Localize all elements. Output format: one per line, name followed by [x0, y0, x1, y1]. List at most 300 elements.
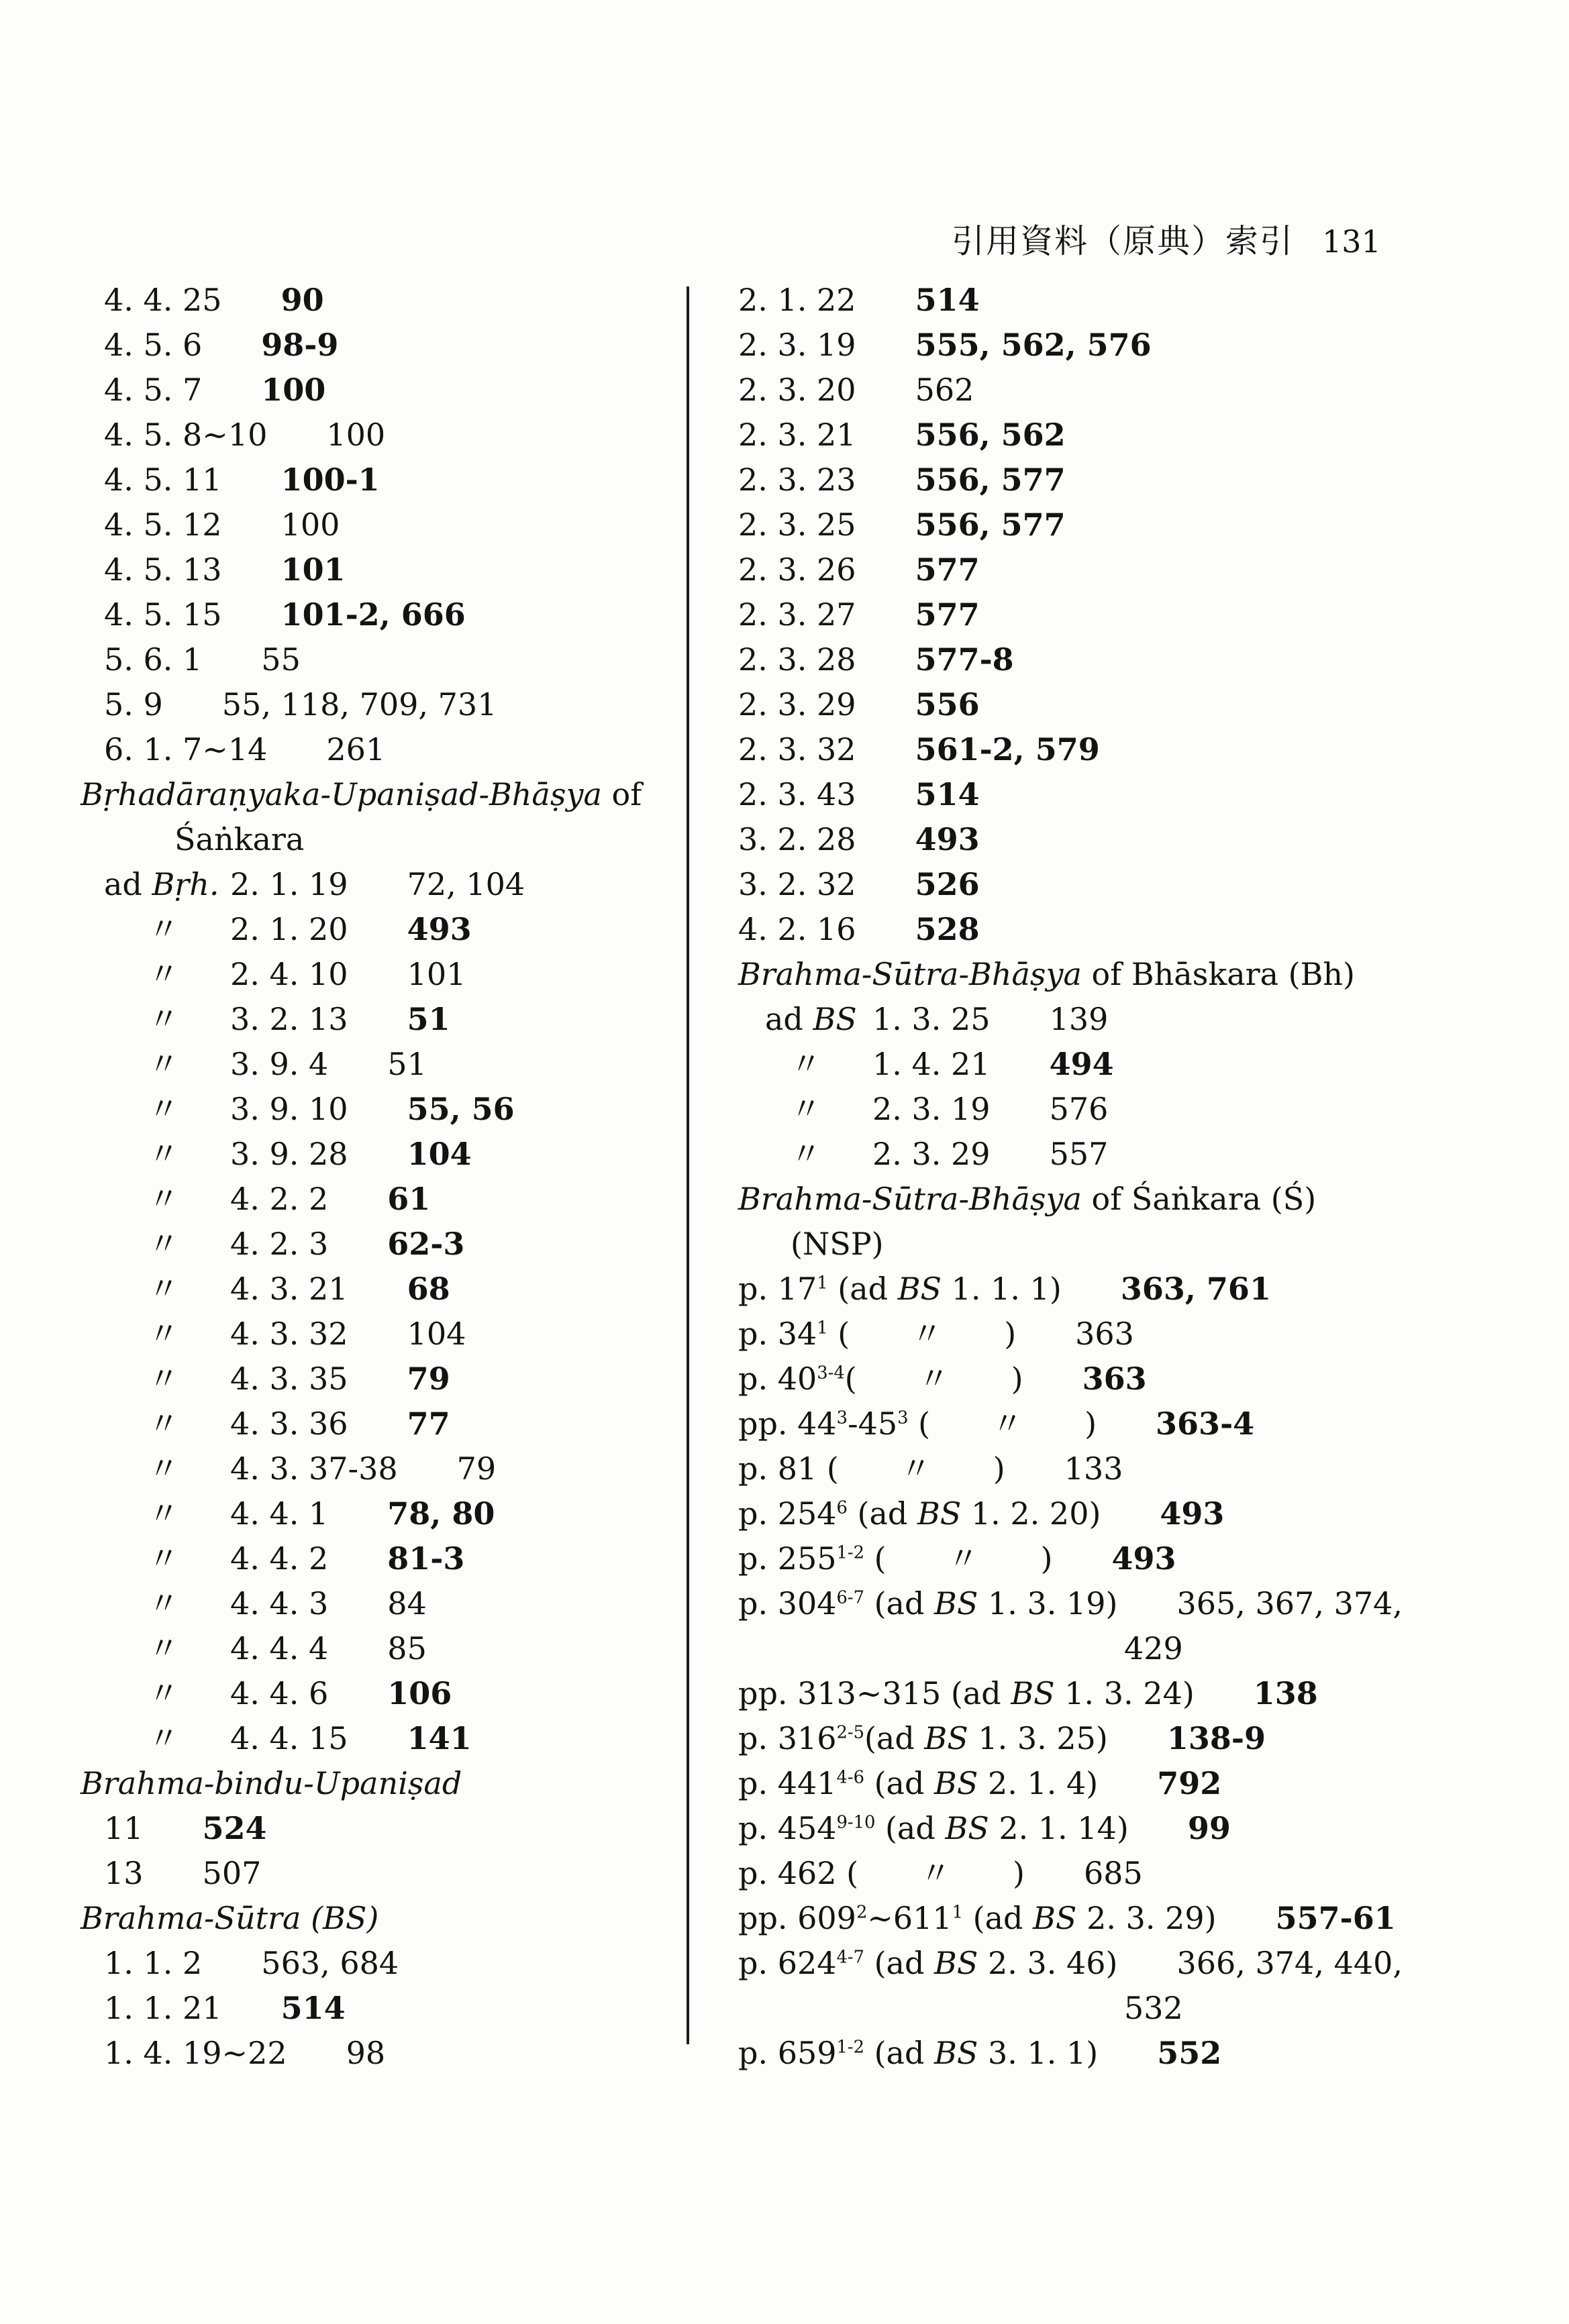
- index-entry: [81, 637, 685, 682]
- entry-pages: 79: [456, 1450, 497, 1487]
- ditto-mark: 〃: [148, 1181, 179, 1217]
- entry-ref: 3. 9. 28: [230, 1136, 348, 1172]
- superscript: 2-5: [836, 1722, 864, 1743]
- entry-pages: 100: [326, 417, 386, 453]
- index-entry: [81, 862, 685, 907]
- index-entry: [738, 2031, 1554, 2076]
- text: (ad: [864, 1945, 935, 1981]
- index-entry: [738, 1806, 1554, 1851]
- text: (NSP): [791, 1226, 884, 1262]
- superscript: 2: [856, 1902, 868, 1923]
- entry-ref: [738, 1495, 1101, 1532]
- ditto-mark: 〃: [148, 1271, 179, 1307]
- entry-ref: 2. 1. 22: [738, 282, 856, 318]
- entry-ref: 1. 1. 21: [104, 1990, 222, 2026]
- entry-ref: 4. 3. 35: [230, 1361, 348, 1397]
- index-entry: [81, 997, 685, 1042]
- ditto-mark: 〃: [148, 1495, 179, 1532]
- entry-ref: 3. 2. 13: [230, 1001, 348, 1037]
- superscript: 3: [897, 1408, 909, 1428]
- right-column: [738, 278, 1554, 2076]
- italic-text: Brahma-Sūtra (BS): [81, 1900, 379, 1936]
- ditto-mark: 〃: [148, 1630, 179, 1667]
- entry-ref: 4. 5. 11: [104, 462, 222, 498]
- entry-ref: [738, 1900, 1217, 1936]
- column-divider-rule: [687, 286, 689, 2044]
- index-heading: [81, 772, 685, 817]
- entry-ref: 2. 3. 27: [738, 596, 856, 633]
- entry-ref: 4. 4. 15: [230, 1720, 348, 1756]
- entry-pages: 101: [281, 551, 346, 588]
- entry-pages: 81-3: [387, 1540, 465, 1577]
- entry-ref: [738, 1585, 1117, 1622]
- entry-ref: 2. 3. 29: [738, 686, 856, 723]
- index-entry: [81, 1357, 685, 1402]
- entry-pages: 55: [261, 641, 301, 678]
- ditto-mark: 〃: [148, 1361, 179, 1397]
- entry-ref: 5. 9: [104, 686, 163, 723]
- superscript: 6-7: [836, 1587, 864, 1608]
- entry-ref: 4. 3. 36: [230, 1406, 348, 1442]
- entry-pages: 104: [407, 1136, 472, 1172]
- text: (ad: [864, 1585, 935, 1622]
- index-entry: [738, 1941, 1554, 1986]
- index-heading: [81, 817, 685, 862]
- entry-ref: 3. 2. 32: [738, 866, 856, 902]
- italic-text: BS: [934, 1585, 978, 1622]
- italic-text: BS: [934, 2035, 978, 2071]
- entry-ref: [738, 1450, 1005, 1487]
- index-entry: [81, 1806, 685, 1851]
- text: p. 34: [738, 1316, 817, 1352]
- superscript: 1-2: [836, 2037, 864, 2058]
- text: (ad: [847, 1495, 917, 1532]
- entry-ref: 2. 3. 19: [872, 1091, 991, 1127]
- entry-ref: 1. 3. 25: [872, 1001, 991, 1037]
- entry-pages: 363-4: [1156, 1406, 1255, 1442]
- entry-ref: 4. 4. 3: [230, 1585, 329, 1622]
- ditto-mark: 〃: [148, 1450, 179, 1487]
- entry-ref: 4. 4. 2: [230, 1540, 329, 1577]
- entry-pages: 561-2, 579: [915, 731, 1100, 768]
- entry-ref: [738, 1945, 1117, 1981]
- entry-ref: 2. 3. 28: [738, 641, 856, 678]
- index-entry: [738, 413, 1554, 458]
- entry-pages: 138-9: [1166, 1720, 1266, 1756]
- index-entry: [81, 1087, 685, 1132]
- index-entry: [81, 1626, 685, 1671]
- entry-pages: 576: [1049, 1091, 1109, 1127]
- text: pp. 44: [738, 1406, 837, 1442]
- ditto-mark: 〃: [148, 1046, 179, 1082]
- header-title: 引用資料（原典）索引: [952, 222, 1295, 260]
- ditto-mark: 〃: [791, 1091, 821, 1127]
- entry-pages: 62-3: [387, 1226, 465, 1262]
- entry-pages: 363, 761: [1120, 1271, 1271, 1307]
- index-entry: [81, 458, 685, 503]
- superscript: 4-6: [836, 1767, 864, 1788]
- left-column: [81, 278, 685, 2076]
- entry-pages: 106: [387, 1675, 452, 1711]
- index-entry: [81, 592, 685, 637]
- entry-pages: 429: [1124, 1630, 1183, 1667]
- entry-pages: 77: [407, 1406, 450, 1442]
- index-entry: [81, 323, 685, 368]
- text: (ad: [875, 1810, 946, 1846]
- entry-pages: 532: [1124, 1990, 1183, 2026]
- entry-ref: 3. 2. 28: [738, 821, 856, 857]
- entry-pages: 51: [407, 1001, 450, 1037]
- italic-text: BS: [1033, 1900, 1077, 1936]
- entry-pages: 101: [407, 956, 466, 992]
- entry-pages: 85: [387, 1630, 427, 1667]
- entry-pages: 524: [202, 1810, 267, 1846]
- entry-pages: 78, 80: [387, 1495, 495, 1532]
- index-entry: [81, 1716, 685, 1761]
- text: p. 304: [738, 1585, 837, 1622]
- text: of Śaṅkara (Ś): [1081, 1181, 1317, 1217]
- index-entry: [738, 368, 1554, 413]
- index-entry: [738, 458, 1554, 503]
- index-entry: [81, 1402, 685, 1446]
- index-entry: [81, 1581, 685, 1626]
- text: ( 〃 ): [908, 1406, 1097, 1442]
- entry-ref: 2. 1. 19: [230, 866, 348, 902]
- text: of Bhāskara (Bh): [1081, 956, 1355, 992]
- entry-ref: [738, 1271, 1062, 1307]
- page-header: [952, 215, 1381, 268]
- entry-pages: 552: [1157, 2035, 1222, 2071]
- entry-ref: [738, 1406, 1097, 1442]
- text: p. 255: [738, 1540, 837, 1577]
- entry-pages: 104: [407, 1316, 466, 1352]
- text: 2. 3. 29): [1076, 1900, 1217, 1936]
- entry-ref: [738, 1855, 1025, 1891]
- index-entry: [738, 1581, 1554, 1626]
- entry-pages: 556, 562: [915, 417, 1066, 453]
- italic-text: BS: [813, 1001, 857, 1037]
- italic-text: BS: [1011, 1675, 1055, 1711]
- italic-text: BS: [924, 1720, 968, 1756]
- entry-pages: 514: [281, 1990, 346, 2026]
- index-entry: [81, 1491, 685, 1536]
- index-entry: [738, 323, 1554, 368]
- ditto-mark: 〃: [148, 1316, 179, 1352]
- entry-pages: 139: [1049, 1001, 1109, 1037]
- entry-ref: [738, 1540, 1052, 1577]
- text: p. 462 ( 〃 ): [738, 1855, 1025, 1891]
- text: p. 40: [738, 1361, 817, 1397]
- entry-ref: 2. 3. 23: [738, 462, 856, 498]
- continuation-line: [738, 1986, 1554, 2031]
- entry-ref: 4. 5. 15: [104, 596, 222, 633]
- entry-ref: 4. 2. 3: [230, 1226, 329, 1262]
- entry-ref: 2. 3. 20: [738, 372, 856, 408]
- entry-ref: 2. 3. 29: [872, 1136, 991, 1172]
- text: -45: [848, 1406, 898, 1442]
- index-entry: [738, 1761, 1554, 1806]
- entry-pages: 90: [281, 282, 324, 318]
- index-entry: [81, 1446, 685, 1491]
- text: ( 〃 ): [864, 1540, 1053, 1577]
- italic-text: BS: [917, 1495, 962, 1532]
- entry-pages: 365, 367, 374,: [1176, 1585, 1403, 1622]
- entry-pages: 261: [326, 731, 386, 768]
- text: ( 〃 ): [844, 1361, 1023, 1397]
- entry-pages: 366, 374, 440,: [1176, 1945, 1403, 1981]
- ditto-mark: 〃: [148, 1540, 179, 1577]
- text: 1. 3. 25): [968, 1720, 1108, 1756]
- entry-pages: 792: [1157, 1765, 1222, 1801]
- ditto-mark: 〃: [148, 1720, 179, 1756]
- entry-ref: 3. 9. 4: [230, 1046, 329, 1082]
- entry-pages: 138: [1253, 1675, 1318, 1711]
- entry-ref: 6. 1. 7~14: [104, 731, 268, 768]
- text: 1. 2. 20): [961, 1495, 1101, 1532]
- ditto-mark: 〃: [148, 956, 179, 992]
- index-entry: [81, 1941, 685, 1986]
- index-heading: [738, 952, 1554, 997]
- text: p. 624: [738, 1945, 837, 1981]
- index-entry: [81, 1851, 685, 1896]
- index-heading: [81, 1761, 685, 1806]
- entry-pages: 562: [915, 372, 974, 408]
- entry-pages: 507: [202, 1855, 262, 1891]
- entry-ref: 2. 1. 20: [230, 911, 348, 947]
- entry-pages: 99: [1187, 1810, 1231, 1846]
- entry-ref: 3. 9. 10: [230, 1091, 348, 1127]
- index-entry: [738, 1402, 1554, 1446]
- entry-pages: 363: [1082, 1361, 1147, 1397]
- index-entry: [81, 727, 685, 772]
- header-page-number: 131: [1322, 223, 1381, 260]
- text: (ad: [827, 1271, 898, 1307]
- entry-ref: 2. 3. 43: [738, 776, 856, 812]
- index-entry: [738, 278, 1554, 323]
- index-entry: [738, 727, 1554, 772]
- entry-ref: 11: [104, 1810, 144, 1846]
- entry-pages: 101-2, 666: [281, 596, 466, 633]
- entry-pages: 494: [1049, 1046, 1114, 1082]
- superscript: 3-4: [817, 1363, 845, 1383]
- entry-ref: 2. 3. 21: [738, 417, 856, 453]
- entry-pages: 79: [407, 1361, 450, 1397]
- text: 2. 3. 46): [978, 1945, 1118, 1981]
- index-entry: [81, 368, 685, 413]
- entry-ref: [738, 1765, 1098, 1801]
- index-entry: [738, 772, 1554, 817]
- index-entry: [738, 503, 1554, 547]
- index-entry: [738, 637, 1554, 682]
- text: of: [601, 776, 642, 812]
- entry-pages: 84: [387, 1585, 427, 1622]
- entry-ref: 2. 3. 25: [738, 507, 856, 543]
- entry-ref: 4. 5. 12: [104, 507, 222, 543]
- index-heading: [738, 1222, 1554, 1267]
- italic-text: Brahma-Sūtra-Bhāṣya: [738, 1181, 1082, 1217]
- superscript: 1: [952, 1902, 964, 1923]
- entry-pages: 68: [407, 1271, 450, 1307]
- index-entry: [81, 547, 685, 592]
- entry-pages: 528: [915, 911, 980, 947]
- index-entry: [738, 862, 1554, 907]
- index-entry: [738, 1896, 1554, 1941]
- entry-pages: 133: [1064, 1450, 1123, 1487]
- entry-pages: 577-8: [915, 641, 1014, 678]
- index-entry: [81, 952, 685, 997]
- index-entry: [81, 503, 685, 547]
- entry-ref: [738, 1361, 1023, 1397]
- text: p. 81 ( 〃 ): [738, 1450, 1005, 1487]
- index-entry: [738, 682, 1554, 727]
- entry-ref: 1. 1. 2: [104, 1945, 203, 1981]
- text: (ad: [864, 1765, 935, 1801]
- italic-text: Brahma-bindu-Upaniṣad: [81, 1765, 462, 1801]
- text: ad: [104, 866, 152, 902]
- index-entry: [81, 1132, 685, 1177]
- entry-pages: 72, 104: [407, 866, 525, 902]
- entry-pages: 98: [346, 2035, 386, 2071]
- index-entry: [738, 1671, 1554, 1716]
- text: ~611: [867, 1900, 952, 1936]
- entry-pages: 526: [915, 866, 980, 902]
- entry-ref: 4. 4. 25: [104, 282, 222, 318]
- index-entry: [81, 1042, 685, 1087]
- text: 2. 1. 14): [989, 1810, 1129, 1846]
- text: 3. 1. 1): [978, 2035, 1099, 2071]
- italic-text: Bṛhadāraṇyaka-Upaniṣad-Bhāṣya: [81, 776, 602, 812]
- entry-ref: [738, 2035, 1098, 2071]
- entry-pages: 51: [387, 1046, 427, 1082]
- entry-ref: 4. 4. 6: [230, 1675, 329, 1711]
- italic-text: Brahma-Sūtra-Bhāṣya: [738, 956, 1082, 992]
- superscript: 6: [836, 1497, 848, 1518]
- text: p. 454: [738, 1810, 837, 1846]
- text: p. 659: [738, 2035, 837, 2071]
- superscript: 1: [817, 1318, 828, 1338]
- ditto-mark: 〃: [148, 1091, 179, 1127]
- index-entry: [738, 1042, 1554, 1087]
- entry-ref: 4. 3. 32: [230, 1316, 348, 1352]
- index-entry: [738, 1132, 1554, 1177]
- entry-ref: 4. 3. 37-38: [230, 1450, 398, 1487]
- italic-text: Bṛh.: [152, 866, 219, 902]
- index-entry: [738, 1716, 1554, 1761]
- index-entry: [81, 413, 685, 458]
- text: Śaṅkara: [174, 821, 305, 857]
- superscript: 1-2: [836, 1542, 864, 1563]
- continuation-line: [738, 1626, 1554, 1671]
- text: p. 254: [738, 1495, 837, 1532]
- ditto-mark: 〃: [148, 1585, 179, 1622]
- ditto-mark: 〃: [148, 1406, 179, 1442]
- entry-ref: 4. 5. 8~10: [104, 417, 268, 453]
- text: p. 441: [738, 1765, 837, 1801]
- entry-pages: 98-9: [261, 327, 339, 363]
- entry-ref: 4. 4. 1: [230, 1495, 329, 1532]
- entry-pages: 555, 562, 576: [915, 327, 1152, 363]
- superscript: 9-10: [836, 1812, 876, 1833]
- entry-ref: [738, 1675, 1195, 1711]
- ditto-mark: 〃: [148, 1001, 179, 1037]
- entry-pages: 577: [915, 596, 980, 633]
- entry-pages: 493: [1111, 1540, 1176, 1577]
- entry-pages: 557-61: [1275, 1900, 1396, 1936]
- index-entry: [81, 1671, 685, 1716]
- entry-pages: 685: [1084, 1855, 1143, 1891]
- text: (ad: [864, 2035, 935, 2071]
- index-entry: [738, 1851, 1554, 1896]
- index-entry: [738, 1357, 1554, 1402]
- index-entry: [81, 682, 685, 727]
- text: (ad: [963, 1900, 1033, 1936]
- index-entry: [738, 1087, 1554, 1132]
- entry-ref: [738, 1720, 1108, 1756]
- index-entry: [81, 1312, 685, 1357]
- index-heading: [81, 1896, 685, 1941]
- entry-pages: 556, 577: [915, 462, 1066, 498]
- entry-ref: 4. 5. 6: [104, 327, 203, 363]
- index-entry: [738, 1536, 1554, 1581]
- entry-ref: 4. 5. 7: [104, 372, 203, 408]
- entry-ref: 2. 3. 32: [738, 731, 856, 768]
- index-entry: [81, 2031, 685, 2076]
- text: 2. 1. 4): [978, 1765, 1099, 1801]
- entry-ref: 2. 4. 10: [230, 956, 348, 992]
- ditto-mark: 〃: [148, 911, 179, 947]
- ditto-mark: 〃: [791, 1046, 821, 1082]
- entry-pages: 514: [915, 282, 980, 318]
- entry-ref: [738, 1810, 1129, 1846]
- entry-ref: 4. 2. 2: [230, 1181, 329, 1217]
- index-entry: [81, 1267, 685, 1312]
- index-heading: [738, 1177, 1554, 1222]
- index-entry: [738, 592, 1554, 637]
- ditto-mark: 〃: [148, 1136, 179, 1172]
- entry-ref: 2. 3. 26: [738, 551, 856, 588]
- italic-text: BS: [897, 1271, 942, 1307]
- index-entry: [81, 1222, 685, 1267]
- ditto-mark: 〃: [148, 1675, 179, 1711]
- index-entry: [738, 817, 1554, 862]
- entry-pages: 61: [387, 1181, 431, 1217]
- superscript: 4-7: [836, 1947, 864, 1968]
- text: (ad: [864, 1720, 925, 1756]
- text: pp. 609: [738, 1900, 856, 1936]
- text: pp. 313~315 (ad: [738, 1675, 1011, 1711]
- entry-pages: 577: [915, 551, 980, 588]
- index-entry: [738, 907, 1554, 952]
- ad-label: [104, 862, 230, 907]
- entry-pages: 55, 56: [407, 1091, 515, 1127]
- entry-pages: 100: [281, 507, 340, 543]
- entry-pages: 563, 684: [261, 1945, 399, 1981]
- entry-ref: 4. 5. 13: [104, 551, 222, 588]
- entry-pages: 557: [1049, 1136, 1109, 1172]
- entry-pages: 514: [915, 776, 980, 812]
- italic-text: BS: [934, 1945, 978, 1981]
- entry-ref: 13: [104, 1855, 144, 1891]
- entry-pages: 55, 118, 709, 731: [221, 686, 497, 723]
- text: 1. 1. 1): [942, 1271, 1062, 1307]
- text: 1. 3. 19): [978, 1585, 1118, 1622]
- entry-pages: 493: [1160, 1495, 1225, 1532]
- superscript: 3: [836, 1408, 848, 1428]
- text: ( 〃 ): [827, 1316, 1017, 1352]
- entry-pages: 556, 577: [915, 507, 1066, 543]
- entry-pages: 100-1: [281, 462, 380, 498]
- index-entry: [738, 1312, 1554, 1357]
